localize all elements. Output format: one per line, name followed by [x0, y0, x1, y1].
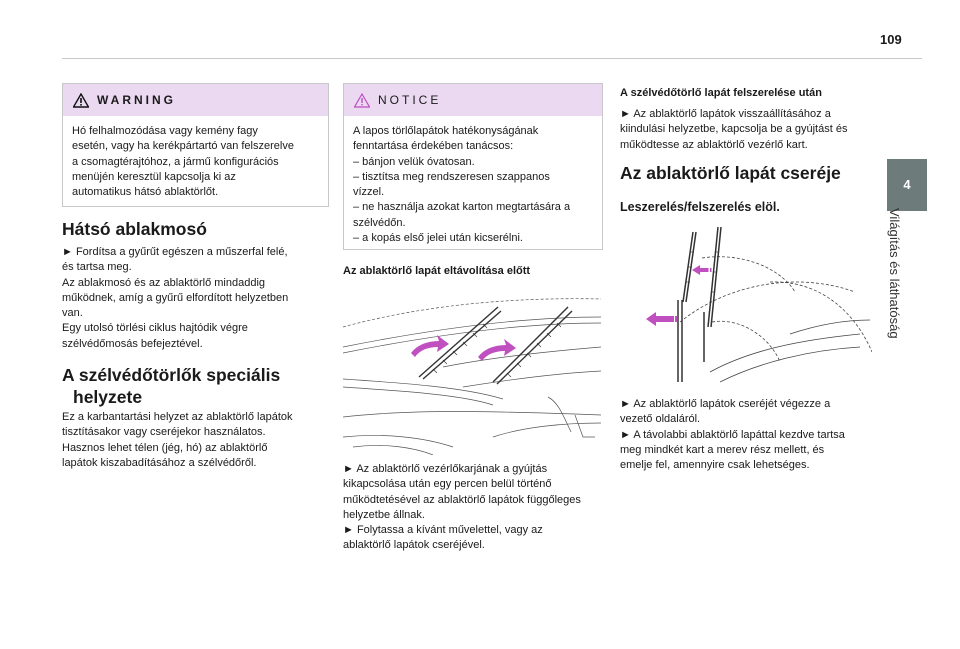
before-removal-heading: Az ablaktörlő lapát eltávolítása előtt	[343, 265, 531, 277]
text-line: tisztításakor vagy cseréjekor használatos.	[62, 426, 266, 439]
after-fitting-text	[620, 107, 847, 153]
text-line: működtesse az ablaktörlő vezérlő kart.	[620, 138, 808, 151]
notice-triangle-icon	[354, 93, 370, 108]
rotation-arrow-icon	[411, 335, 516, 361]
after-fitting-heading: A szélvédőtörlő lapát felszerelése után	[620, 87, 822, 99]
text-line: a csomagtérajtóhoz, a jármű konfigurációs	[72, 155, 279, 168]
text-line: vízzel.	[353, 186, 385, 199]
warning-title: WARNING	[97, 93, 176, 107]
text-line: ► Az ablaktörlő lapátok visszaállításához a	[620, 108, 831, 120]
text-line: helyzetbe állnak.	[343, 508, 425, 521]
special-position-text	[62, 410, 293, 471]
text-line: kiindulási helyzetbe, kapcsolja be a gyújtást és	[620, 123, 848, 136]
text-line: és tartsa meg.	[62, 261, 132, 274]
warning-text	[63, 116, 328, 208]
special-position-heading	[62, 364, 280, 408]
replace-blade-heading: Az ablaktörlő lapát cseréje	[620, 163, 841, 183]
text-line: Hó felhalmozódása vagy kemény fagy	[72, 125, 258, 137]
text-line: működtetésével az ablaktörlő lapátok függőleges	[343, 493, 581, 506]
text-line: ► Fordítsa a gyűrűt egészen a műszerfal felé,	[62, 246, 288, 258]
text-line: ► Folytassa a kívánt művelettel, vagy az	[343, 524, 543, 537]
text-line: Hasznos lehet télen (jég, hó) az ablaktörlő	[62, 441, 268, 454]
chapter-title-text: Világítás és láthatóság	[887, 208, 902, 339]
notice-text	[344, 116, 602, 254]
replace-blade-text	[620, 397, 845, 473]
text-line: – tisztítsa meg rendszeresen szappanos	[353, 170, 550, 183]
wiper-vertical-illustration	[343, 287, 601, 455]
text-line: Ez a karbantartási helyzet az ablaktörlő lapátok	[62, 411, 293, 423]
chapter-tab[interactable]: 4	[887, 159, 927, 211]
before-removal-text	[343, 462, 581, 554]
text-line: emelje fel, amennyire csak lehetséges.	[620, 459, 810, 472]
heading-line: A szélvédőtörlők speciális	[62, 365, 281, 385]
text-line: ablaktörlő lapátok cseréjével.	[343, 539, 485, 552]
heading-line: helyzete	[73, 387, 143, 407]
replace-blade-subheading: Leszerelés/felszerelés elöl.	[620, 200, 780, 214]
text-line: szélvédőn.	[353, 216, 406, 229]
notice-box	[343, 83, 603, 250]
warning-box	[62, 83, 329, 207]
text-line: ► A távolabbi ablaktörlő lapáttal kezdve tartsa	[620, 428, 845, 441]
warning-triangle-icon	[73, 93, 89, 108]
notice-title: NOTICE	[378, 93, 442, 107]
warning-header	[63, 84, 328, 116]
text-line: – bánjon velük óvatosan.	[353, 155, 475, 168]
text-line: – ne használja azokat karton megtartására a	[353, 201, 571, 214]
text-line: ► Az ablaktörlő lapátok cseréjét végezze a	[620, 398, 831, 410]
text-line: Az ablakmosó és az ablaktörlő mindaddig	[62, 276, 266, 289]
text-line: A lapos törlőlapátok hatékonyságának	[353, 125, 539, 137]
text-line: szélvédőmosás befejeztével.	[62, 337, 203, 350]
text-line: kikapcsolása után egy percen belül történő	[343, 478, 552, 491]
page-number: 109	[880, 32, 902, 47]
text-line: – a kopás első jelei után kicserélni.	[353, 232, 523, 245]
text-line: automatikus hátsó ablaktörlőt.	[72, 186, 219, 199]
text-line: meg mindkét kart a merev rész mellett, és	[620, 443, 825, 456]
text-line: ► Az ablaktörlő vezérlőkarjának a gyújtás	[343, 463, 548, 475]
text-line: Egy utolsó törlési ciklus hajtódik végre	[62, 322, 248, 335]
text-line: menüjén keresztül kapcsolja ki az	[72, 170, 236, 183]
rear-washer-text	[62, 245, 288, 352]
text-line: lapátok kiszabadításához a szélvédőről.	[62, 456, 257, 469]
text-line: vezető oldaláról.	[620, 413, 701, 426]
text-line: fenntartása érdekében tanácsos:	[353, 140, 514, 153]
notice-header	[344, 84, 602, 116]
blade-replacement-illustration	[620, 222, 872, 390]
text-line: esetén, vagy ha kerékpártartó van felszerelve	[72, 140, 294, 153]
chapter-title	[887, 208, 920, 388]
rear-washer-heading: Hátsó ablakmosó	[62, 219, 207, 239]
text-line: működnek, amíg a gyűrű elfordított helyzetben	[62, 291, 289, 304]
text-line: van.	[62, 307, 83, 320]
top-divider	[62, 58, 922, 59]
